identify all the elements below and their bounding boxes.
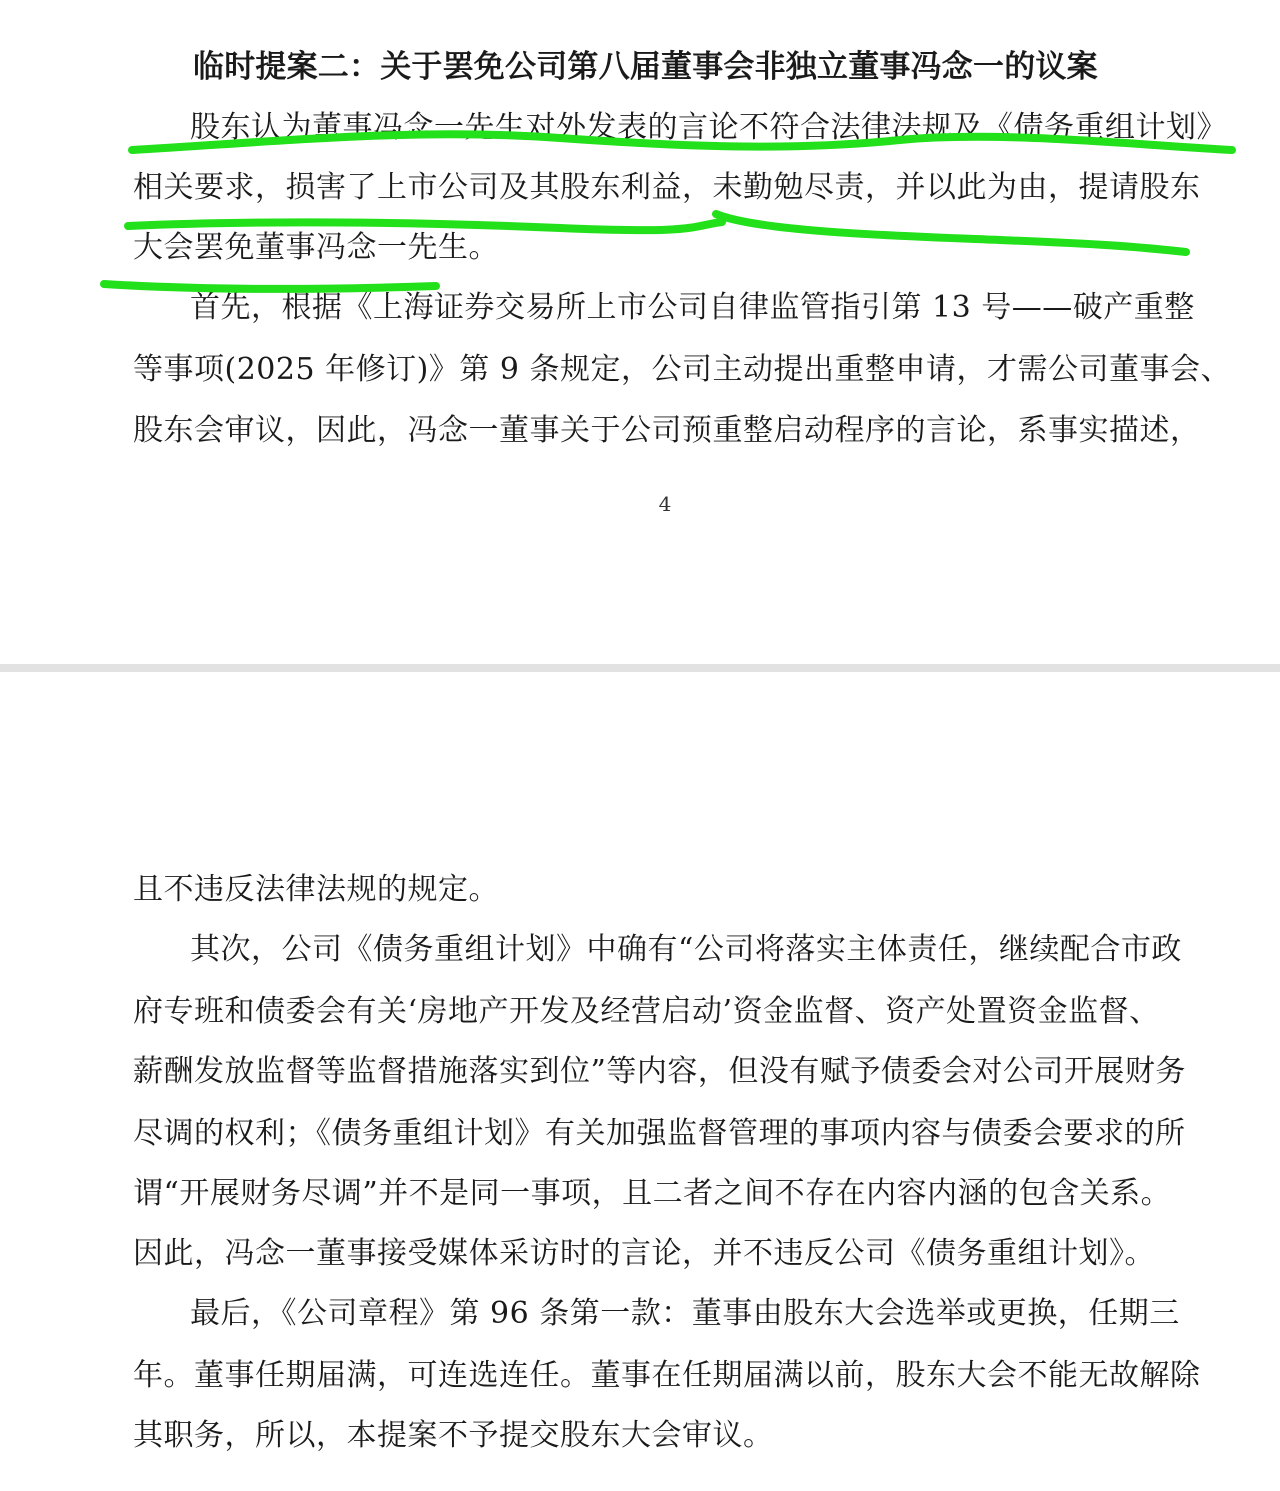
paragraph-line-1: 股东认为董事冯念一先生对外发表的言论不符合法律法规及《债务重组计划》 xyxy=(190,110,1227,145)
page-separator xyxy=(0,664,1280,672)
paragraph-line-15: 年。董事任期届满，可连选连任。董事在任期届满以前，股东大会不能无故解除 xyxy=(133,1358,1201,1393)
paragraph-line-11: 尽调的权利；《债务重组计划》有关加强监督管理的事项内容与债委会要求的所 xyxy=(133,1116,1186,1151)
paragraph-line-4: 首先，根据《上海证券交易所上市公司自律监管指引第 13 号——破产重整 xyxy=(190,290,1195,325)
proposal-title: 临时提案二：关于罢免公司第八届董事会非独立董事冯念一的议案 xyxy=(193,49,1098,85)
paragraph-line-2: 相关要求，损害了上市公司及其股东利益，未勤勉尽责，并以此为由，提请股东 xyxy=(133,170,1201,205)
paragraph-line-3: 大会罢免董事冯念一先生。 xyxy=(133,230,499,265)
document-page-bottom xyxy=(0,672,1280,1491)
document-page-top xyxy=(0,0,1280,664)
paragraph-line-7: 且不违反法律法规的规定。 xyxy=(133,872,499,907)
page-number: 4 xyxy=(658,492,672,516)
paragraph-line-9: 府专班和债委会有关‘房地产开发及经营启动’资金监督、资产处置资金监督、 xyxy=(133,994,1160,1029)
paragraph-line-8: 其次，公司《债务重组计划》中确有“公司将落实主体责任，继续配合市政 xyxy=(190,932,1182,967)
paragraph-line-5: 等事项(2025 年修订)》第 9 条规定，公司主动提出重整申请，才需公司董事会、 xyxy=(133,352,1231,387)
paragraph-line-16: 其职务，所以，本提案不予提交股东大会审议。 xyxy=(133,1418,774,1453)
green-underline-annotations xyxy=(0,0,1280,664)
paragraph-line-13: 因此，冯念一董事接受媒体采访时的言论，并不违反公司《债务重组计划》。 xyxy=(133,1236,1155,1271)
paragraph-line-12: 谓“开展财务尽调”并不是同一事项，且二者之间不存在内容内涵的包含关系。 xyxy=(133,1176,1172,1211)
paragraph-line-14: 最后，《公司章程》第 96 条第一款：董事由股东大会选举或更换，任期三 xyxy=(190,1296,1180,1331)
paragraph-line-6: 股东会审议，因此，冯念一董事关于公司预重整启动程序的言论，系事实描述， xyxy=(133,413,1201,448)
paragraph-line-10: 薪酬发放监督等监督措施落实到位”等内容，但没有赋予债委会对公司开展财务 xyxy=(133,1054,1186,1089)
green-underline-stroke-3 xyxy=(716,214,1186,252)
